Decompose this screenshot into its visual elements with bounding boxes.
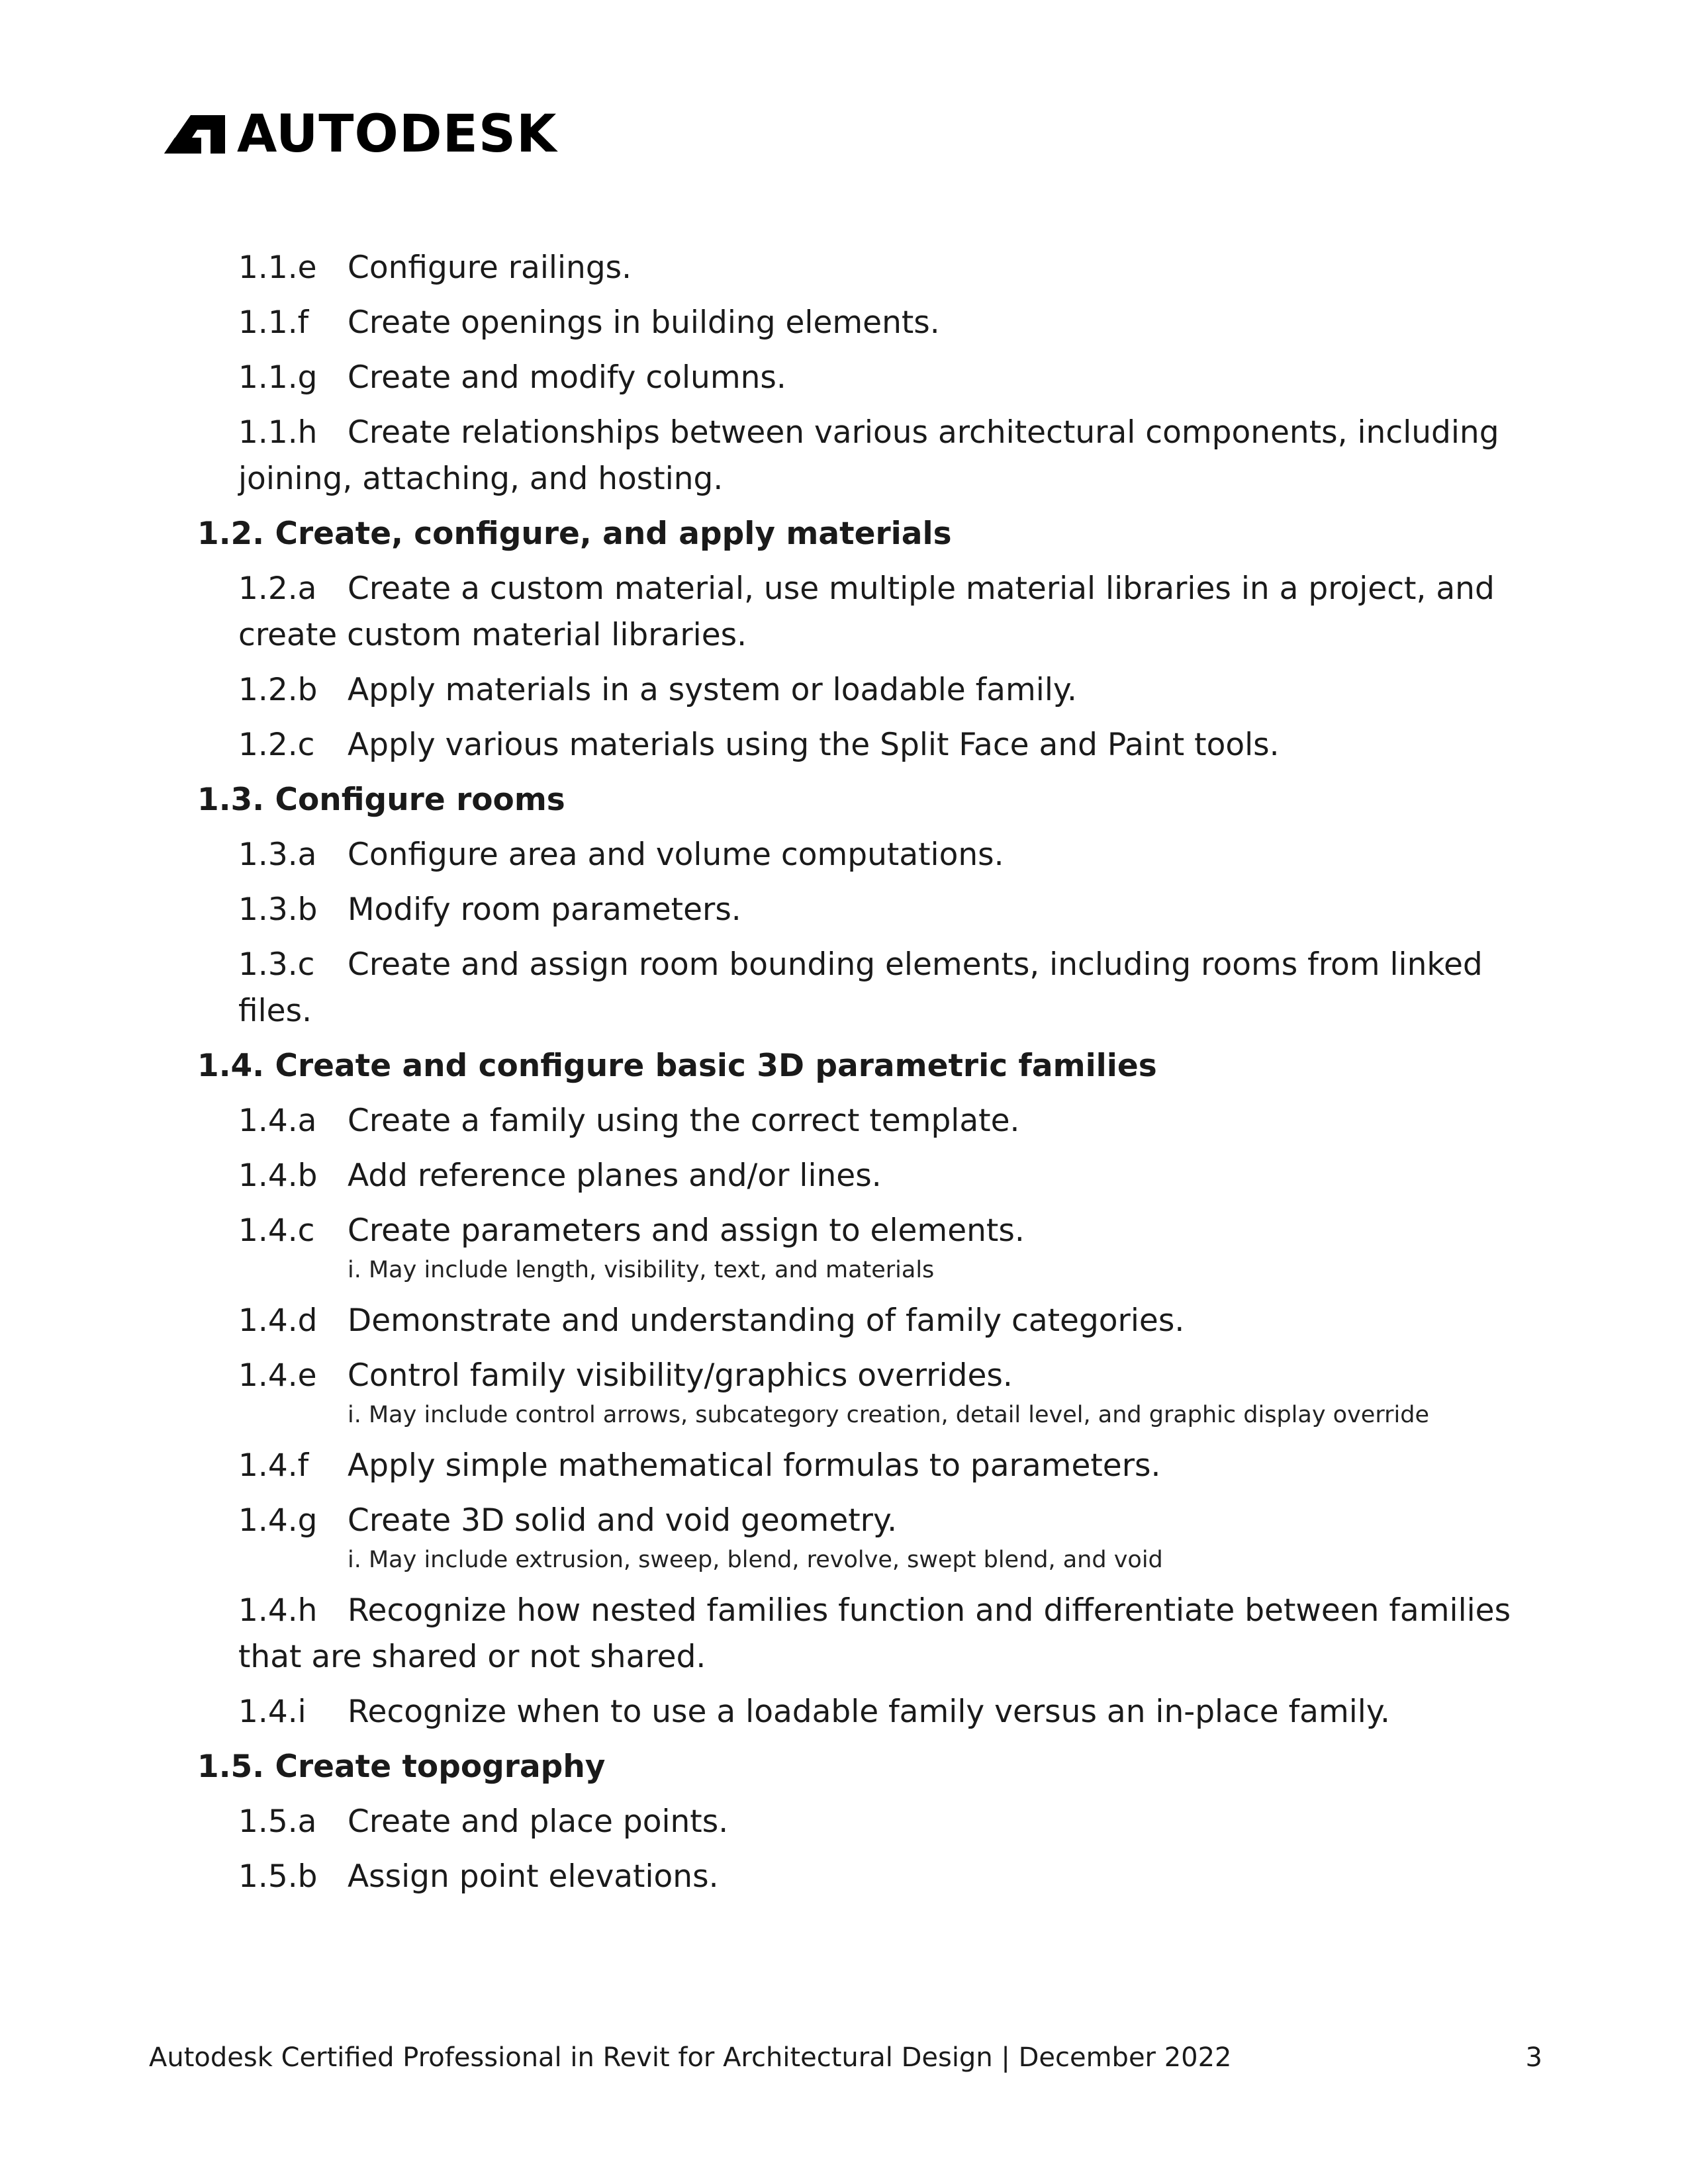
objective-text: Create and modify columns. <box>348 359 786 396</box>
objective-item <box>0 1498 1516 1544</box>
objective-text: Create and place points. <box>348 1803 729 1840</box>
objective-text: Configure railings. <box>348 250 632 286</box>
document-body <box>0 245 1688 1909</box>
objective-code: 1.4.a <box>238 1103 317 1139</box>
page-number: 3 <box>1525 2042 1542 2073</box>
objective-text: Apply materials in a system or loadable family. <box>348 672 1077 708</box>
section-heading: 1.4. Create and configure basic 3D parametric families <box>197 1048 1157 1084</box>
objective-code: 1.4.i <box>238 1694 306 1730</box>
objective-item <box>0 1799 1516 1845</box>
objective-item <box>0 1098 1516 1144</box>
objective-text: Assign point elevations. <box>348 1858 719 1895</box>
objective-text: Create relationships between various architectural components, including joining, attaching, and hosting. <box>238 414 1499 497</box>
objective-code: 1.2.c <box>238 727 315 763</box>
objective-text: Configure area and volume computations. <box>348 837 1004 873</box>
objective-code: 1.3.b <box>238 891 318 928</box>
logo-text: AUTODESK <box>237 105 557 164</box>
objective-code: 1.4.h <box>238 1592 318 1629</box>
objective-item <box>0 355 1516 401</box>
objective-code: 1.1.g <box>238 359 318 396</box>
objective-text: Create and assign room bounding elements, including rooms from linked files. <box>238 946 1483 1029</box>
objective-code: 1.1.h <box>238 414 318 451</box>
objective-text: Create a custom material, use multiple material libraries in a project, and create custom material libraries. <box>238 570 1495 653</box>
objective-item <box>0 832 1516 878</box>
section-heading: 1.2. Create, configure, and apply materials <box>197 516 952 552</box>
objective-text: Add reference planes and/or lines. <box>348 1158 882 1194</box>
objective-item <box>0 942 1516 1034</box>
objective-code: 1.1.e <box>238 250 317 286</box>
objective-code: 1.5.a <box>238 1803 317 1840</box>
objective-text: Create 3D solid and void geometry. <box>348 1502 898 1539</box>
objective-text: Apply simple mathematical formulas to parameters. <box>348 1447 1161 1484</box>
objective-text: Apply various materials using the Split Face and Paint tools. <box>348 727 1280 763</box>
objective-code: 1.4.b <box>238 1158 318 1194</box>
sub-note: i. May include extrusion, sweep, blend, revolve, swept blend, and void <box>348 1547 1163 1573</box>
objective-text: Create a family using the correct template. <box>348 1103 1020 1139</box>
sub-note: i. May include length, visibility, text, and materials <box>348 1257 935 1283</box>
page-footer <box>149 2040 1542 2075</box>
objective-text: Create parameters and assign to elements. <box>348 1212 1025 1249</box>
sub-note: i. May include control arrows, subcategory creation, detail level, and graphic display override <box>348 1402 1429 1428</box>
objective-code: 1.4.g <box>238 1502 318 1539</box>
objective-text: Recognize when to use a loadable family versus an in-place family. <box>348 1694 1390 1730</box>
objective-text: Control family visibility/graphics overrides. <box>348 1357 1013 1394</box>
objective-item <box>0 1298 1516 1344</box>
section-heading: 1.5. Create topography <box>197 1749 606 1785</box>
objective-item <box>0 1153 1516 1199</box>
objective-item <box>0 887 1516 933</box>
objective-code: 1.3.a <box>238 837 317 873</box>
objective-code: 1.4.f <box>238 1447 309 1484</box>
objective-item <box>0 1443 1516 1489</box>
objective-item <box>0 1353 1516 1399</box>
objective-code: 1.5.b <box>238 1858 318 1895</box>
objective-item <box>0 667 1516 713</box>
objective-text: Create openings in building elements. <box>348 304 940 341</box>
objective-text: Recognize how nested families function and differentiate between families that are shared or not shared. <box>238 1592 1511 1675</box>
objective-item <box>0 722 1516 768</box>
objective-item <box>0 566 1516 659</box>
objective-item <box>0 1588 1516 1680</box>
objective-text: Modify room parameters. <box>348 891 741 928</box>
autodesk-mark-icon <box>164 115 225 154</box>
section-heading: 1.3. Configure rooms <box>197 782 565 818</box>
objective-code: 1.4.c <box>238 1212 315 1249</box>
objective-code: 1.4.d <box>238 1302 318 1339</box>
objective-item <box>0 245 1516 291</box>
objective-code: 1.4.e <box>238 1357 317 1394</box>
objective-code: 1.1.f <box>238 304 309 341</box>
objective-code: 1.3.c <box>238 946 315 983</box>
objective-text: Demonstrate and understanding of family categories. <box>348 1302 1185 1339</box>
objective-code: 1.2.b <box>238 672 318 708</box>
objective-item <box>0 1854 1516 1900</box>
footer-title: Autodesk Certified Professional in Revit for Architectural Design | December 2022 <box>149 2042 1232 2073</box>
objective-item <box>0 1689 1516 1735</box>
objective-item <box>0 300 1516 346</box>
objective-item <box>0 1208 1516 1254</box>
objective-code: 1.2.a <box>238 570 317 607</box>
objective-item <box>0 410 1516 502</box>
autodesk-logo <box>164 105 557 164</box>
